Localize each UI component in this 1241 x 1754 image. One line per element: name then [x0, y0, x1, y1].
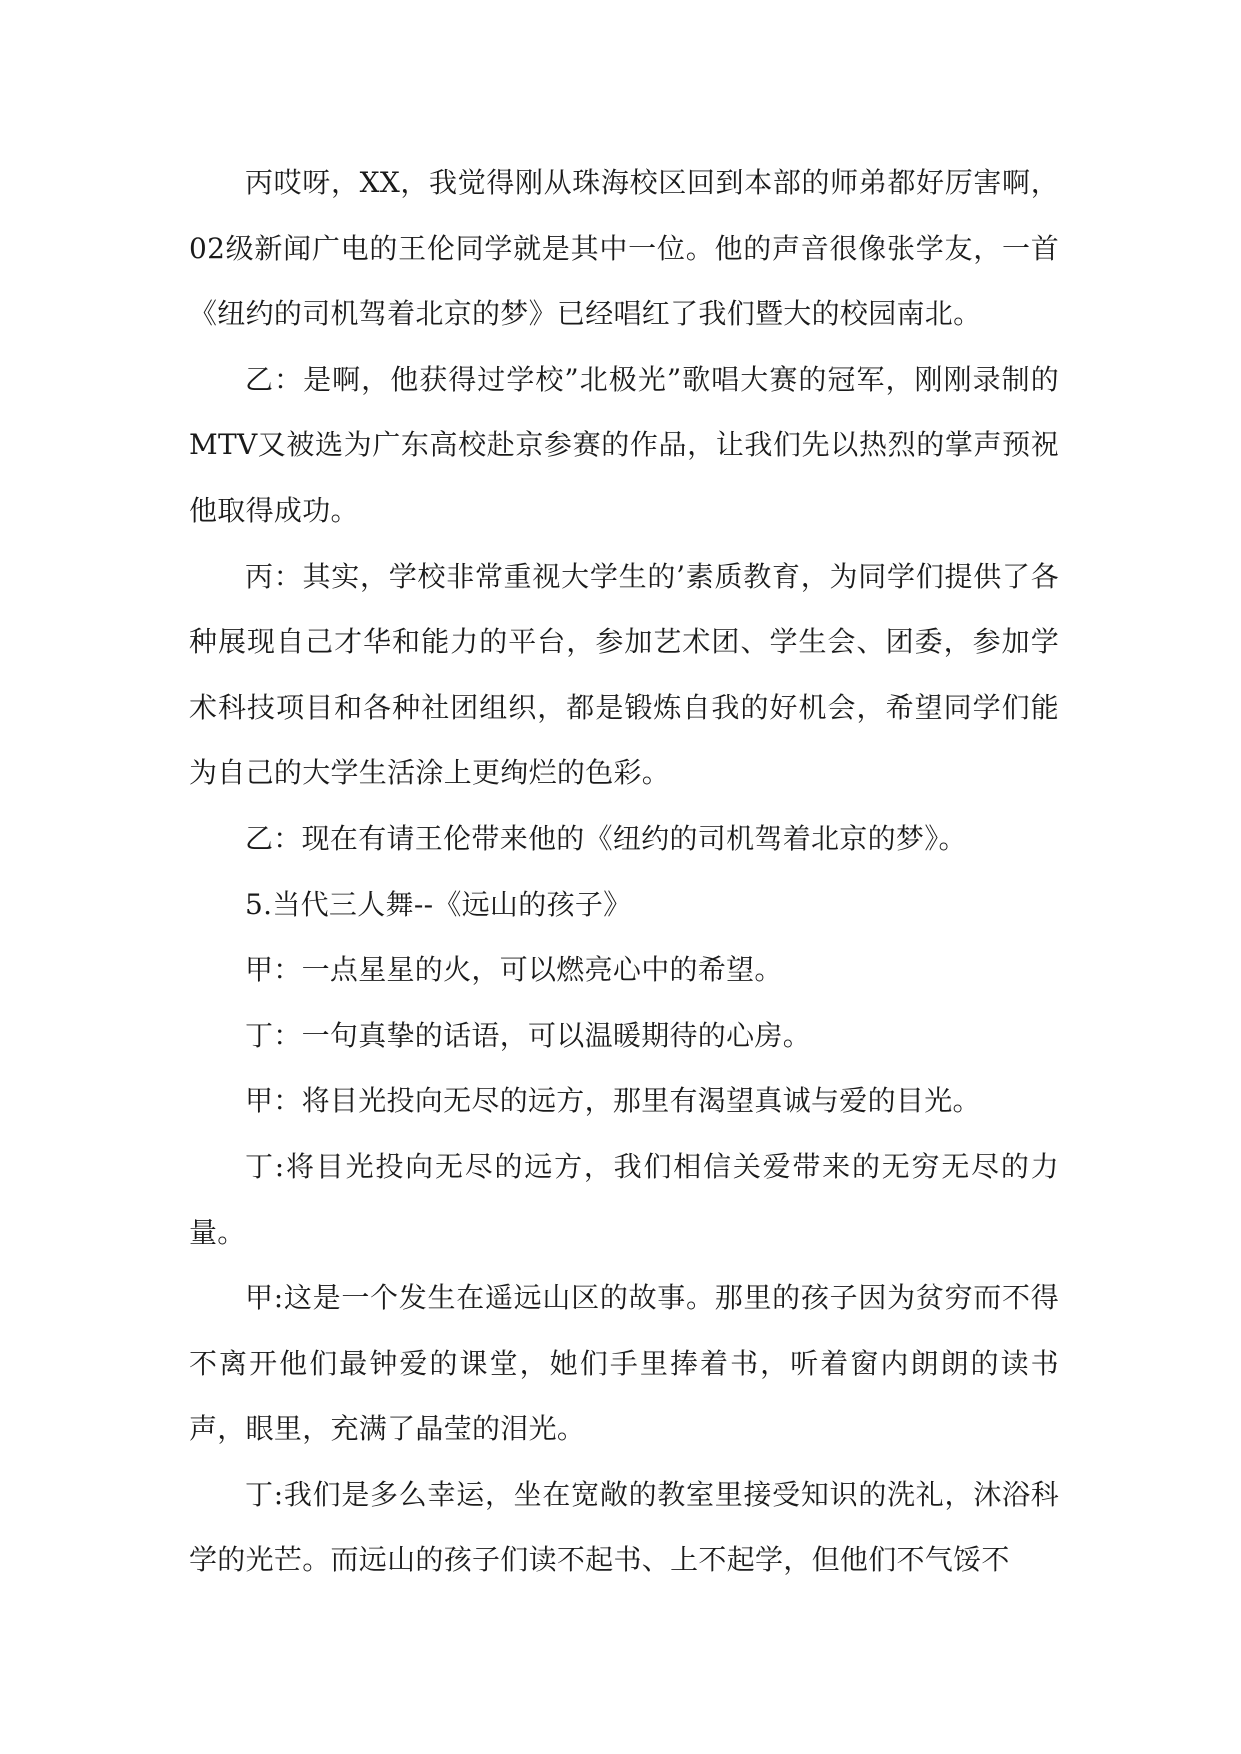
paragraph-dialogue-bing-2: 丙：其实，学校非常重视大学生的’素质教育，为同学们提供了各种展现自己才华和能力的平台，参加艺术团、学生会、团委，参加学术科技项目和各种社团组织，都是锻炼自我的好机会，希望同学们能为自己的大学生活涂上更绚烂的色彩。	[189, 559, 1059, 790]
paragraph-dialogue-yi-2: 乙：现在有请王伦带来他的《纽约的司机驾着北京的梦》。	[245, 821, 967, 855]
paragraph-dialogue-bing-1: 丙哎呀，XX，我觉得刚从珠海校区回到本部的师弟都好厉害啊，02级新闻广电的王伦同学就是其中一位。他的声音很像张学友，一首《纽约的司机驾着北京的梦》已经唱红了我们暨大的校园南北。	[189, 166, 1059, 331]
paragraph-dialogue-jia-3: 甲:这是一个发生在遥远山区的故事。那里的孩子因为贫穷而不得不离开他们最钟爱的课堂，她们手里捧着书，听着窗内朗朗的读书声，眼里，充满了晶莹的泪光。	[189, 1281, 1059, 1446]
paragraph-dialogue-ding-2: 丁:将目光投向无尽的远方，我们相信关爱带来的无穷无尽的力量。	[189, 1149, 1059, 1249]
paragraph-dialogue-ding-3: 丁:我们是多么幸运，坐在宽敞的教室里接受知识的洗礼，沐浴科学的光芒。而远山的孩子们读不起书、上不起学，但他们不气馁不	[189, 1477, 1059, 1577]
paragraph-dialogue-ding-1: 丁：一句真挚的话语，可以温暖期待的心房。	[245, 1018, 812, 1052]
paragraph-dialogue-jia-2: 甲：将目光投向无尽的远方，那里有渴望真诚与爱的目光。	[245, 1084, 981, 1118]
paragraph-dialogue-jia-1: 甲：一点星星的火，可以燃亮心中的希望。	[245, 953, 783, 987]
document-body	[189, 150, 1059, 1593]
paragraph-dialogue-yi-1: 乙：是啊，他获得过学校”北极光”歌唱大赛的冠军，刚刚录制的MTV又被选为广东高校赴京参赛的作品，让我们先以热烈的掌声预祝他取得成功。	[189, 362, 1059, 527]
paragraph-section-heading: 5.当代三人舞--《远山的孩子》	[245, 887, 632, 921]
